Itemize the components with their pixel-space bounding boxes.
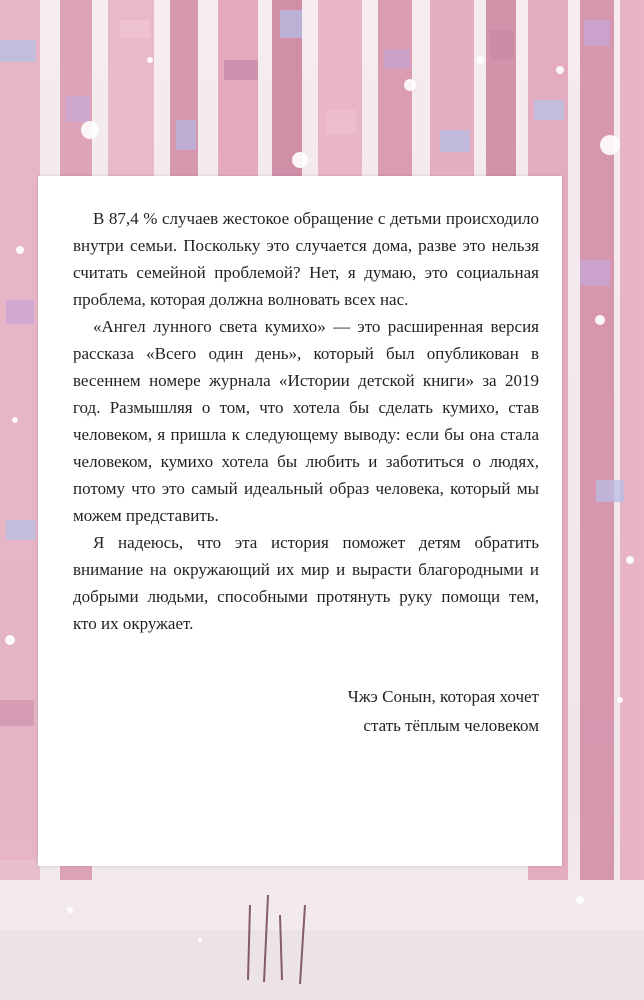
author-signature [179, 682, 539, 740]
afterword-text [73, 205, 539, 637]
signature-line: стать тёплым человеком [363, 716, 539, 735]
paragraph: Я надеюсь, что эта история поможет детям обратить внимание на окружающий их мир и вырасти благородными и добрыми людьми, способными протянуть руку помощи тем, кто их окружает. [73, 533, 539, 633]
paragraph: «Ангел лунного света кумихо» — это расширенная версия рассказа «Всего один день», который был опубликован в весеннем номере журнала «Истории детской книги» за 2019 год. Размышляя о том, что хотела бы сделать кумихо, став человеком, я пришла к следующему выводу: если бы она стала человеком, кумихо хотела бы любить и заботиться о людях, потому что это самый идеальный образ человека, который мы можем представить. [73, 317, 539, 525]
signature-line: Чжэ Сонын, которая хочет [347, 687, 539, 706]
paragraph: В 87,4 % случаев жестокое обращение с детьми происходило внутри семьи. Поскольку это случается дома, разве это нельзя считать семейной проблемой? Нет, я думаю, это социальная проблема, которая должна волновать всех нас. [73, 209, 539, 309]
